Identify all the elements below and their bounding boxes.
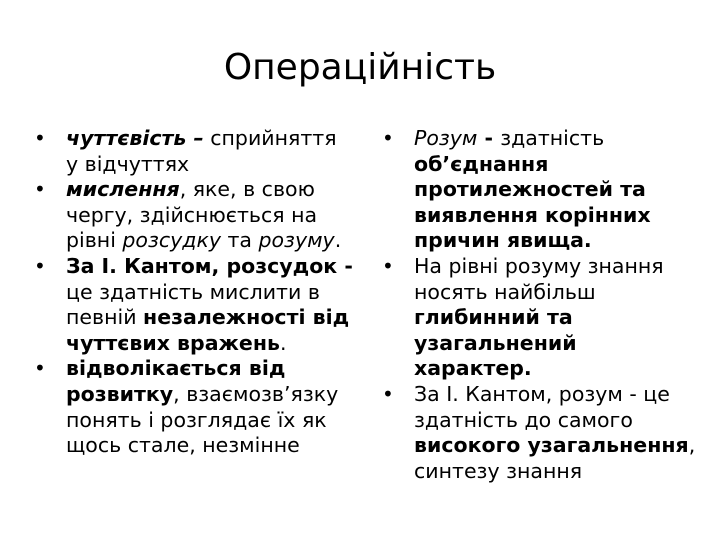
text-run: високого узагальнення	[414, 433, 689, 458]
text-run: , синтезу знання	[414, 433, 696, 483]
text-run: Розум	[414, 126, 478, 150]
right-bullet-2	[382, 254, 700, 382]
text-run: глибинний та узагальнений характер.	[414, 305, 577, 381]
bullet-text	[414, 254, 664, 380]
text-run: За І. Кантом, розсудок -	[66, 253, 353, 278]
right-bullet-1	[382, 126, 700, 254]
text-run: На рівні розуму знання носять найбільш	[414, 253, 664, 304]
text-run: , яке, в свою чергу, здійснюється на рівні	[66, 177, 318, 253]
text-run: мислення	[66, 177, 180, 202]
text-run: відволікається від розвитку	[66, 356, 286, 406]
bullet-text	[66, 254, 353, 355]
left-bullet-2	[34, 177, 354, 254]
bullet-text	[414, 126, 651, 252]
bullet-text	[66, 356, 338, 457]
left-column	[34, 126, 354, 459]
slide-title: Операційність	[223, 47, 497, 88]
text-run: об’єднання протилежностей та виявлення корінних причин явища.	[414, 151, 651, 253]
text-run: За І. Кантом, розум - це здатність до самого	[414, 381, 670, 432]
bullet-dot-icon: •	[34, 356, 46, 381]
bullet-dot-icon: •	[34, 253, 46, 278]
text-run: та	[220, 228, 259, 253]
text-run: сприйняття у відчуттях	[66, 126, 337, 176]
bullet-dot-icon: •	[382, 126, 394, 150]
bullet-dot-icon: •	[382, 253, 394, 278]
bullet-text	[414, 382, 695, 483]
text-run: -	[477, 126, 501, 150]
text-run: розуму	[258, 228, 335, 253]
text-run: .	[334, 228, 342, 253]
left-bullet-3	[34, 254, 354, 356]
text-run: незалежності від чуттєвих вражень	[66, 305, 350, 355]
text-run: , взаємозв’язку понять і розглядає їх як щось стале, незмінне	[66, 381, 339, 458]
left-bullet-1	[34, 126, 354, 177]
text-run: це здатність мислити в певній	[66, 279, 320, 330]
bullet-dot-icon: •	[34, 126, 46, 150]
right-column	[382, 126, 700, 484]
bullet-text	[66, 177, 341, 252]
text-run: .	[279, 330, 287, 355]
text-run: розсудку	[122, 228, 221, 253]
text-run: чуттєвість –	[66, 126, 204, 150]
text-run: здатність	[500, 126, 605, 150]
right-bullet-3	[382, 382, 700, 484]
bullet-dot-icon: •	[382, 381, 394, 406]
left-bullet-4	[34, 356, 354, 458]
bullet-text	[66, 126, 337, 176]
bullet-dot-icon: •	[34, 177, 46, 202]
